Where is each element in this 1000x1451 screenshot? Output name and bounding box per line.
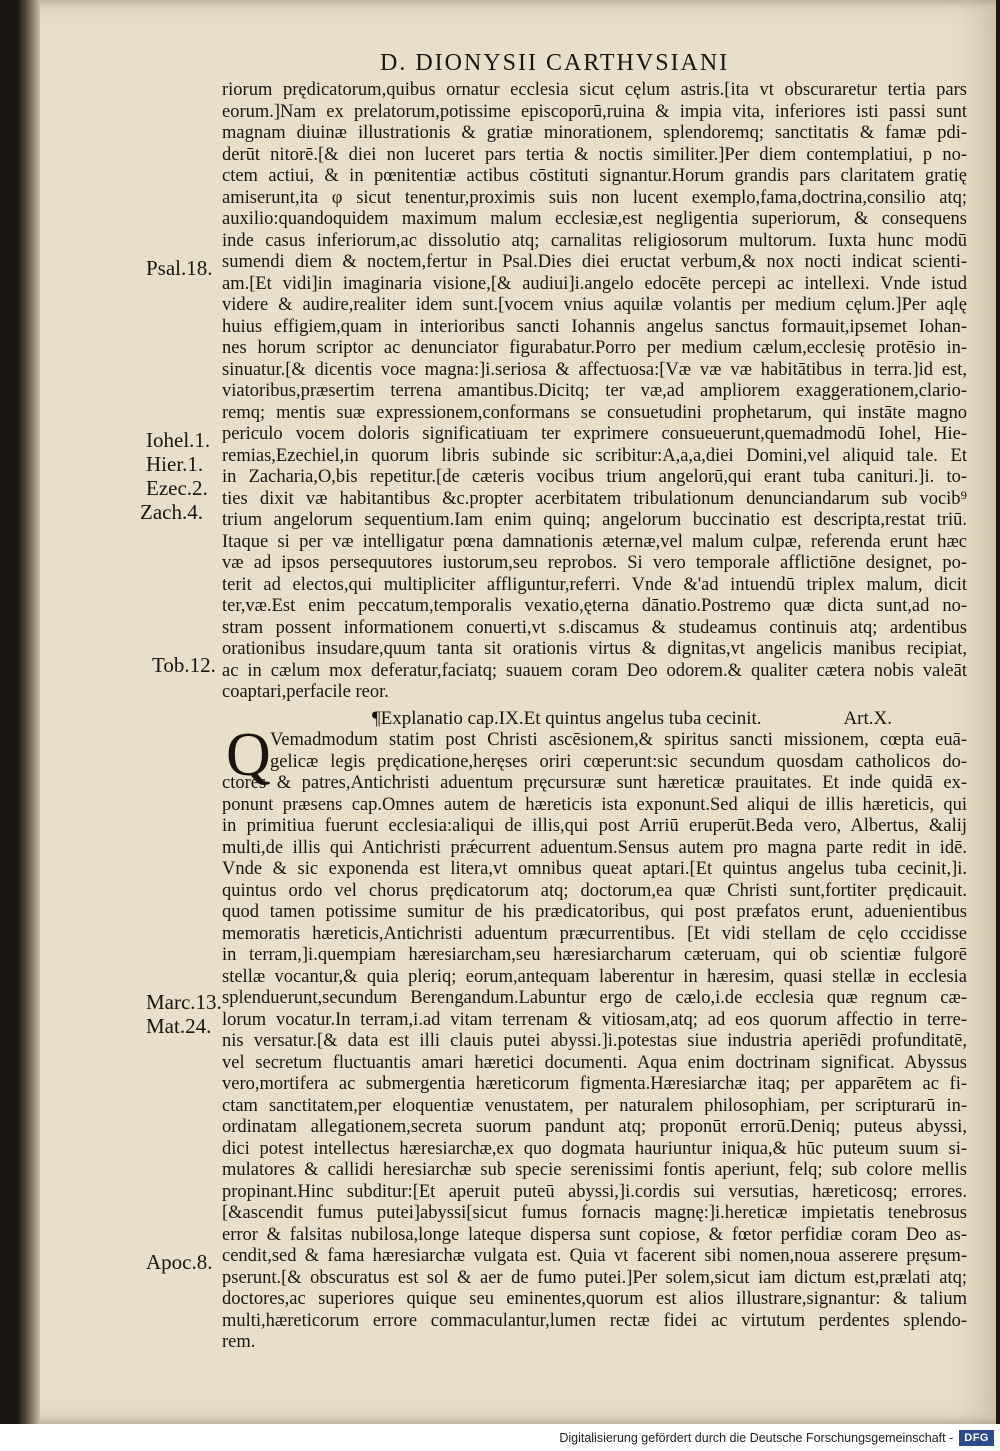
text-line: væ ad ipsos persequutores iustorum,seu reprobos. Si vero temporale afflictiōne designet, po- — [222, 553, 967, 573]
margin-note: Tob.12. — [152, 653, 216, 677]
text-line: ctores & patres,Antichristi aduentum pręcursuræ sunt hæreticæ prauitates. Et inde quidā ex- — [222, 773, 967, 793]
text-line: nes horum scriptor ac denunciator figurabatur.Porro per medium cælum,ecclesię protēsio in- — [222, 338, 967, 358]
text-line: nis versatur.[& data est illi clauis putei abyssi.]i.potestas siue industria aperiēdi profunditatē, — [222, 1031, 967, 1051]
text-line: ctem actiui, & in pœnitentiæ actibus cōstituti signantur.Horum grandis pars claritatem gratię — [222, 166, 967, 186]
page-spine-shadow — [18, 0, 40, 1424]
text-line: inde casus inferiorum,ac dissolutio atq; carnalitas religiosorum multorum. Iuxta hunc modū — [222, 230, 967, 251]
text-line: ctam sanctitatem,per eloquentiæ venustatem, per naturalem philosophiam, per scripturarū in- — [222, 1095, 967, 1116]
margin-note: Apoc.8. — [146, 1250, 213, 1274]
text-line: ordinatam allegationem,secreta suorum pandunt atq; proponūt errorū.Deniq; puteus abyssi, — [222, 1117, 967, 1137]
text-line: in Zacharia,O,bis repetitur.[de cæteris vocibus trium angelorū,qui erant tuba canituri.]i. to- — [222, 467, 967, 487]
text-line: mulatores & callidi heresiarchæ sub specie serenissimi fontis aperiunt, felq; sub colore mellis — [222, 1160, 967, 1180]
margin-note: Mat.24. — [146, 1014, 212, 1038]
text-line: dici potest intellectus hæresiarchæ,ex quo dogmata hauriuntur iniqua,& hūc puteum suum si- — [222, 1138, 967, 1159]
chapter-heading-article: Art.X. — [843, 708, 892, 729]
text-line: Itaque si per væ intelligatur pœna damnationis æternæ,vel malum culpæ, referenda erunt hæc — [222, 531, 967, 552]
text-line: memoratis hæreticis,Antichristi aduentum præcurrentibus. [Et vidi stellam de cęlo cccidisse — [222, 923, 967, 944]
text-line: sumendi diem & noctem,fertur in Psal.Dies diei eructat verbum,& nox nocti indicat scienti- — [222, 252, 967, 272]
text-line: quintus ordo vel chorus prędicatorum atq; doctorum,ea quæ Christi sunt,fortiter prędicauit. — [222, 880, 967, 901]
text-line: ac in cælum mox deferatur,faciatq; suauem coram Deo odorem.& qualiter cætera nobis valeāt — [222, 660, 967, 681]
text-line: error & falsitas nubilosa,longe lateque dispersa sunt copiose, & fœtor perfidiæ coram Deo as- — [222, 1224, 967, 1245]
text-line: pserunt.[& obscuratus est sol & aer de fumo putei.]Per solem,sicut iam dictum est,prælati atq; — [222, 1267, 967, 1288]
text-line: sinuatur.[& dicentis voce magna:]i.seriosa & affectuosa:[Væ væ væ habitātibus in terra.]id est, — [222, 359, 967, 380]
margin-note: Psal.18. — [146, 256, 213, 280]
text-line: in terram,]i.quempiam hæresiarcham,seu hæresiarcharum cæteruam, qui ob scientiæ fulgorē — [222, 945, 967, 965]
text-line: auxilio:quandoquidem maximum malum ecclesiæ,est negligentia superiorum, & consequens — [222, 209, 967, 229]
text-line: periculo vocem doloris significatiuam ter exprimere consueuerunt,quemadmodū Iohel, Hie- — [222, 424, 967, 444]
text-line: amiserunt,ita φ sicut tenentur,proximis suis non lucent exemplo,fama,doctrina,consilio atq; — [222, 187, 967, 208]
text-line: orationibus insudare,quum tanta sit orationis virtus & dignitas,vt angelicis manibus recipiat, — [222, 639, 967, 659]
text-line: doctores,ac superiores quique seu eminentes,quorum est alios illustrare,signantur: & talium — [222, 1289, 967, 1309]
text-line: remias,Ezechiel,in quorum libris subinde sic scribitur:A,a,a,diei Domini,vel aliquid tale. Et — [222, 445, 967, 466]
text-line: Vnde & sic exponenda est litera,vt omnibus queat aptari.[Et quintus angelus tuba cecinit,]i. — [222, 859, 967, 879]
text-line: vel secretum fluctuantis amari hæretici documenti. Aqua enim doctrinam significat. Abyssus — [222, 1052, 967, 1073]
text-line: eorum.]Nam ex prelatorum,potissime episcoporū,ruina & impia vita, inferiores isti passi sunt — [222, 101, 967, 122]
margin-note: Marc.13. — [146, 990, 222, 1014]
drop-capital: Q — [226, 721, 271, 789]
text-line: rem. — [222, 1332, 256, 1352]
text-line: viatoribus,præsertim terrena amantibus.Dicitq; ter væ,ad ampliorem exaggerationem,clario- — [222, 381, 967, 401]
digitization-footer — [0, 1424, 1000, 1451]
text-line: huius effigiem,quam in interioribus sancti Iohannis angelus sanctus formauit,ipsemet Iohan- — [222, 316, 967, 337]
margin-note: Iohel.1. — [146, 428, 211, 452]
chapter-heading-title: ¶Explanatio cap.IX.Et quintus angelus tuba cecinit. — [372, 708, 762, 729]
text-line: cendit,sed & fama hæresiarchæ vulgata est. Quia vt facerent sibi nomen,noua asserere pręsum- — [222, 1246, 967, 1266]
footer-text: Digitalisierung gefördert durch die Deutsche Forschungsgemeinschaft - — [559, 1430, 954, 1445]
chapter-heading — [372, 708, 892, 730]
text-line: Vemadmodum statim post Christi ascēsionem,& spiritus sancti missionem, cœpta euā- — [270, 730, 967, 750]
text-line: remq; mentis suæ expressionem,conformans se consuetudini prophetarum, qui instāte magno — [222, 402, 967, 423]
text-line: ties dixit væ habitantibus &c.propter acerbitatem tribulationum denunciandarum sub vocib⁹ — [222, 488, 967, 509]
text-line: gelicæ legis prędicatione,heręses oriri cœperunt:sic secundum quosdam catholicos do- — [270, 751, 967, 772]
text-line: magnam diuinæ illustrationis & gratiæ minorationem, splendoremq; sanctitatis & famæ pdi- — [222, 123, 967, 143]
text-line: stram possent informationem conuerti,vt s.discamus & studeamus continuis atq; ardentibus — [222, 617, 967, 638]
margin-note: Zach.4. — [140, 500, 203, 524]
text-line: lorum vocatur.In terram,i.ad vitam terrenam & vitiosam,atq; ad eos quorum affectio in terre- — [222, 1009, 967, 1030]
text-line: videre & audire,realiter idem sunt.[vocem vnius aquilæ volantis per medium cęlum.]Per aqlę — [222, 295, 967, 315]
margin-note: Ezec.2. — [146, 476, 208, 500]
text-line: ponunt præsens cap.Omnes autem de hæreticis ista exponunt.Sed aliqui de illis hæreticis, qui — [222, 794, 967, 815]
text-line: ter,væ.Est enim peccatum,temporalis vexatio,ęterna dānatio.Postremo quæ dicta sunt,ad no- — [222, 596, 967, 616]
text-line: [&ascendit fumus putei]abyssi[sicut fumus fornacis magnę:]i.hereticæ impietatis tenebrosus — [222, 1203, 967, 1223]
text-block-upper — [222, 80, 967, 704]
text-line: in primitiua fuerunt ecclesia:aliqui de illis,qui post Arriū eruperūt.Beda vero, Albertus, &alij — [222, 816, 967, 836]
text-line: derūt nitorē.[& diei non luceret pars tertia & noctis similiter.]Per diem contemplatiui, p no- — [222, 144, 967, 165]
text-line: splenduerunt,secundum Berengandum.Labuntur ergo de cælo,i.de ecclesia quæ regnum cæ- — [222, 988, 967, 1008]
text-line: riorum prędicatorum,quibus ornatur ecclesia sicut cęlum astris.[ita vt obscuraretur tertia pars — [222, 80, 967, 100]
text-line: vero,mortifera ac submergentia hæreticorum figmenta.Hæresiarchæ itaq; per apparētem ac fi- — [222, 1074, 967, 1094]
text-line: trium angelorum sequentium.Iam enim quinq; angelorum buccinatio est descripta,restat triū. — [222, 510, 967, 530]
text-line: am.[Et vidi]in imaginaria visione,[& audiui]i.angelo edocēte percepi ac intellexi. Vnde istud — [222, 273, 967, 294]
text-line: terit ad electos,qui multipliciter affliguntur,referri. Vnde &'ad intuendū triplex malum, dicit — [222, 574, 967, 595]
text-line: coaptari,perfacile reor. — [222, 682, 389, 702]
text-line: multi,de illis qui Antichristi prǽcurrent aduentum.Sensus autem pro magna parte redit in idē. — [222, 837, 967, 858]
text-line: propinant.Hinc subditur:[Et aperuit puteū abyssi,]i.cordis sui versutias, hæreticosq; errores. — [222, 1181, 967, 1202]
text-line: quod tamen potissime sumitur de his prædicatoribus, qui post præfatos erunt, aduenientibus — [222, 902, 967, 922]
running-head: D. DIONYSII CARTHVSIANI — [380, 50, 730, 76]
text-line: stellæ vocantur,& quia pleriq; eorum,antequam laberentur in hæresim, quasi stellæ in ecclesia — [222, 966, 967, 987]
text-line: multi,hæreticorum errore commaculantur,lumen rectæ fidei ac virtutum perdentes splendo- — [222, 1310, 967, 1331]
margin-note: Hier.1. — [146, 452, 204, 476]
dfg-logo: DFG — [959, 1430, 994, 1446]
text-block-lower — [222, 730, 967, 1354]
